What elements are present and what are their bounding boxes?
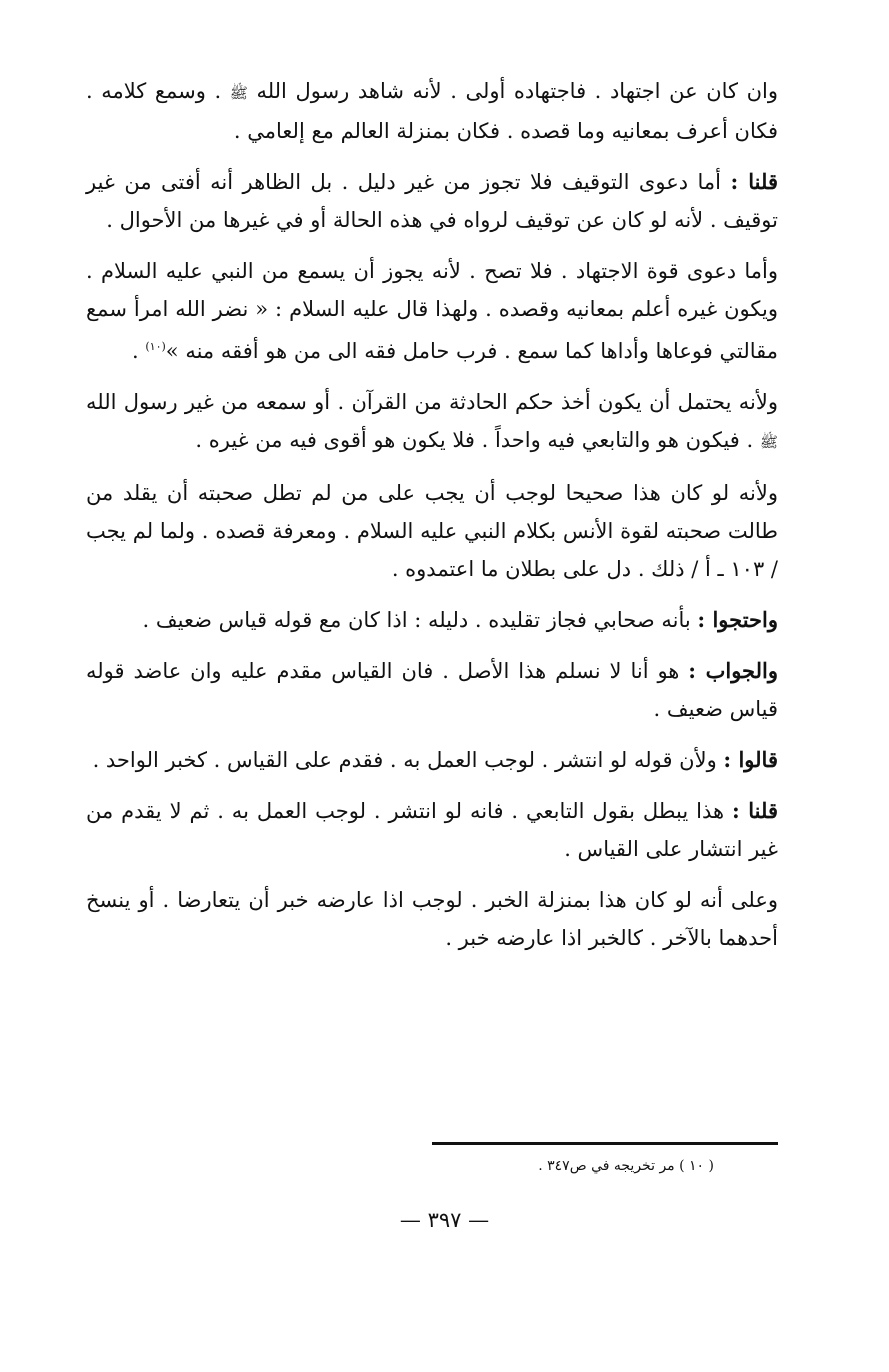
paragraph-1 (86, 72, 778, 150)
paragraph-lead: قلنا : (731, 798, 779, 823)
paragraph-text: أما دعوى التوقيف فلا تجوز من غير دليل . بل الظاهر أنه أفتى من غير توقيف . لأنه لو كان عن توقيف لرواه في هذه الحالة أو في غيرها من الأحوال . (86, 170, 778, 232)
paragraph-text: . فيكون هو والتابعي فيه واحداً . فلا يكون هو أقوى فيه من غيره . (195, 428, 760, 452)
page-number: — ٣٩٧ — (399, 1208, 490, 1232)
paragraph-3 (86, 252, 778, 370)
paragraph-10 (86, 881, 778, 957)
paragraph-text: وعلى أنه لو كان هذا بمنزلة الخبر . لوجب اذا عارضه خبر أن يتعارضا . أو ينسخ أحدهما بالآخر . كالخبر اذا عارضه خبر . (86, 888, 778, 950)
salla-symbol: ﷺ (759, 433, 778, 451)
footnote: ( ١٠ ) مر تخريجه في ص٣٤٧ . (538, 1158, 714, 1174)
paragraph-text: هذا يبطل بقول التابعي . فانه لو انتشر . لوجب العمل به . ثم لا يقدم من غير انتشار على القياس . (86, 799, 778, 861)
paragraph-text: هو أنا لا نسلم هذا الأصل . فان القياس مقدم عليه وان عاضد قوله قياس ضعيف . (86, 659, 778, 721)
paragraph-text: وان كان عن اجتهاد . فاجتهاده أولى . لأنه شاهد رسول الله (247, 79, 778, 103)
footnote-reference: (١٠) (145, 340, 166, 353)
paragraph-text: بأنه صحابي فجاز تقليده . دليله : اذا كان مع قوله قياس ضعيف . (142, 608, 698, 632)
paragraph-2 (86, 163, 778, 239)
paragraph-6 (86, 601, 778, 639)
paragraph-9 (86, 792, 778, 868)
footnote-divider (432, 1142, 778, 1145)
page-body (86, 72, 778, 970)
paragraph-text: . وسمع كلامه . فكان أعرف بمعانيه وما قصده . فكان بمنزلة العالم مع إلعامي . (86, 79, 778, 143)
paragraph-4 (86, 383, 778, 461)
paragraph-7 (86, 652, 778, 728)
paragraph-text: ولأن قوله لو انتشر . لوجب العمل به . فقدم على القياس . كخبر الواحد . (92, 748, 724, 772)
paragraph-lead: واحتجوا : (697, 607, 778, 632)
paragraph-8 (86, 741, 778, 779)
paragraph-5 (86, 474, 778, 588)
paragraph-text: ولأنه يحتمل أن يكون أخذ حكم الحادثة من القرآن . أو سمعه من غير رسول الله (86, 390, 778, 414)
paragraph-text: وأما دعوى قوة الاجتهاد . فلا تصح . لأنه يجوز أن يسمع من النبي عليه السلام . ويكون غيره أعلم بمعانيه وقصده . ولهذا قال عليه السلام : « نضر الله امرأ سمع مقالتي فوعاها وأداها كما سمع . فرب حامل فقه الى من هو أفقه منه » (86, 259, 778, 363)
paragraph-text: ولأنه لو كان هذا صحيحا لوجب أن يجب على من لم تطل صحبته أن يقلد من طالت صحبته لقوة الأنس بكلام النبي عليه السلام . ومعرفة قصده . ولما لم يجب / ١٠٣ ـ أ / ذلك . دل على بطلان ما اعتمدوه . (86, 481, 778, 581)
paragraph-text: . (132, 339, 146, 363)
salla-symbol: ﷺ (229, 84, 248, 102)
paragraph-lead: قلنا : (730, 169, 778, 194)
paragraph-lead: والجواب : (688, 658, 778, 683)
paragraph-lead: قالوا : (723, 747, 778, 772)
